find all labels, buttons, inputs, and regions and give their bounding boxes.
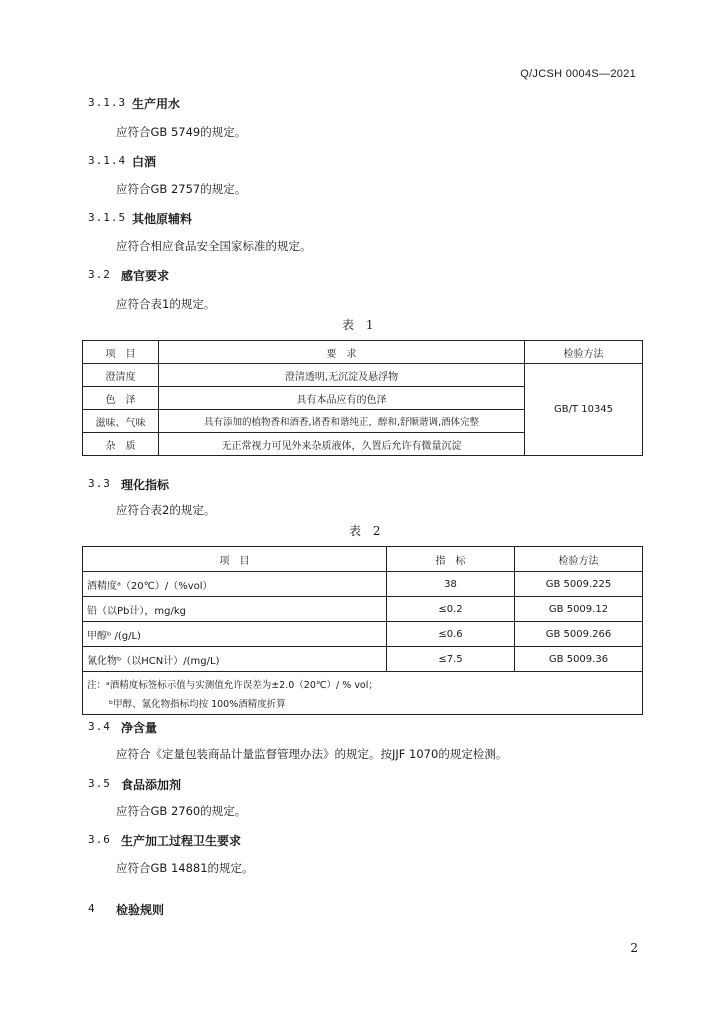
table-cell: 具有本品应有的色泽 xyxy=(159,387,525,410)
section-number: 3.4 xyxy=(88,720,111,733)
section-number: 3.5 xyxy=(88,777,111,790)
table-note xyxy=(83,672,643,715)
table-cell: ≤7.5 xyxy=(387,647,515,672)
table-note-row xyxy=(83,672,643,715)
section-title: 生产加工过程卫生要求 xyxy=(121,834,242,848)
table-row xyxy=(83,622,643,647)
section-body: 应符合表1的规定。 xyxy=(116,297,216,311)
section-number: 3.6 xyxy=(88,833,111,846)
table1 xyxy=(82,340,643,456)
section-title: 理化指标 xyxy=(121,478,170,492)
table-cell: 具有添加的植物香和酒香,诸香和谐纯正，醇和,舒顺谐调,酒体完整 xyxy=(159,410,525,433)
page-number: 2 xyxy=(630,941,638,955)
table-header-row xyxy=(83,547,643,572)
table-cell: ≤0.2 xyxy=(387,597,515,622)
table-cell: 滋味、气味 xyxy=(83,410,159,433)
table2-caption: 表 2 xyxy=(349,524,385,538)
section-number: 3.3 xyxy=(88,477,111,490)
table-row xyxy=(83,364,643,387)
section-title: 其他原辅料 xyxy=(132,212,193,226)
table-cell: 氰化物ᵇ（以HCN计）/(mg/L) xyxy=(83,647,387,672)
section-body: 应符合GB 2757的规定。 xyxy=(116,182,247,196)
column-header: 要 求 xyxy=(159,341,525,364)
column-header: 检验方法 xyxy=(525,341,643,364)
table-cell: 铅（以Pb计），mg/kg xyxy=(83,597,387,622)
table-cell: 色 泽 xyxy=(83,387,159,410)
table-cell: 澄清度 xyxy=(83,364,159,387)
section-title: 感官要求 xyxy=(121,269,170,283)
section-body: 应符合表2的规定。 xyxy=(116,503,216,517)
table-row xyxy=(83,647,643,672)
table-cell: GB 5009.225 xyxy=(515,572,643,597)
column-header: 指 标 xyxy=(387,547,515,572)
section-body: 应符合相应食品安全国家标准的规定。 xyxy=(116,239,312,253)
section-number: 3.1.5 xyxy=(88,211,127,224)
table-note-line-1: 注：ᵃ酒精度标签标示值与实测值允许误差为±2.0（20℃）/ % vol； xyxy=(87,679,378,691)
section-title: 生产用水 xyxy=(132,97,181,111)
section-body: 应符合GB 2760的规定。 xyxy=(116,804,247,818)
section-title: 净含量 xyxy=(121,721,158,735)
document-code: Q/JCSH 0004S—2021 xyxy=(520,68,636,80)
table-cell: 甲醇ᵇ /(g/L) xyxy=(83,622,387,647)
table-cell: GB 5009.266 xyxy=(515,622,643,647)
section-body: 应符合GB 14881的规定。 xyxy=(116,861,254,875)
section-title: 检验规则 xyxy=(116,903,165,917)
table2 xyxy=(82,546,643,715)
table1-caption: 表 1 xyxy=(342,318,378,332)
section-number: 3.1.3 xyxy=(88,96,127,109)
table-cell: GB 5009.12 xyxy=(515,597,643,622)
column-header: 项 目 xyxy=(83,341,159,364)
table-cell: 澄清透明,无沉淀及悬浮物 xyxy=(159,364,525,387)
table-row xyxy=(83,572,643,597)
table-cell: GB 5009.36 xyxy=(515,647,643,672)
table-row xyxy=(83,597,643,622)
section-body: 应符合GB 5749的规定。 xyxy=(116,125,247,139)
table-cell: 杂 质 xyxy=(83,433,159,456)
column-header: 项 目 xyxy=(83,547,387,572)
table-cell: 酒精度ᵃ（20℃）/（%vol） xyxy=(83,572,387,597)
section-body: 应符合《定量包装商品计量监督管理办法》的规定。按JJF 1070的规定检测。 xyxy=(116,747,508,761)
section-number: 4 xyxy=(88,902,96,915)
section-title: 白酒 xyxy=(132,155,157,169)
column-header: 检验方法 xyxy=(515,547,643,572)
table-cell: ≤0.6 xyxy=(387,622,515,647)
table-header-row xyxy=(83,341,643,364)
section-number: 3.2 xyxy=(88,268,111,281)
table-cell: 38 xyxy=(387,572,515,597)
table-note-line-2: ᵇ甲醇、氰化物指标均按 100%酒精度折算 xyxy=(109,698,286,710)
table-cell: 无正常视力可见外来杂质液体，久置后允许有微量沉淀 xyxy=(159,433,525,456)
section-title: 食品添加剂 xyxy=(121,778,182,792)
table-cell: GB/T 10345 xyxy=(525,364,643,456)
section-number: 3.1.4 xyxy=(88,154,127,167)
